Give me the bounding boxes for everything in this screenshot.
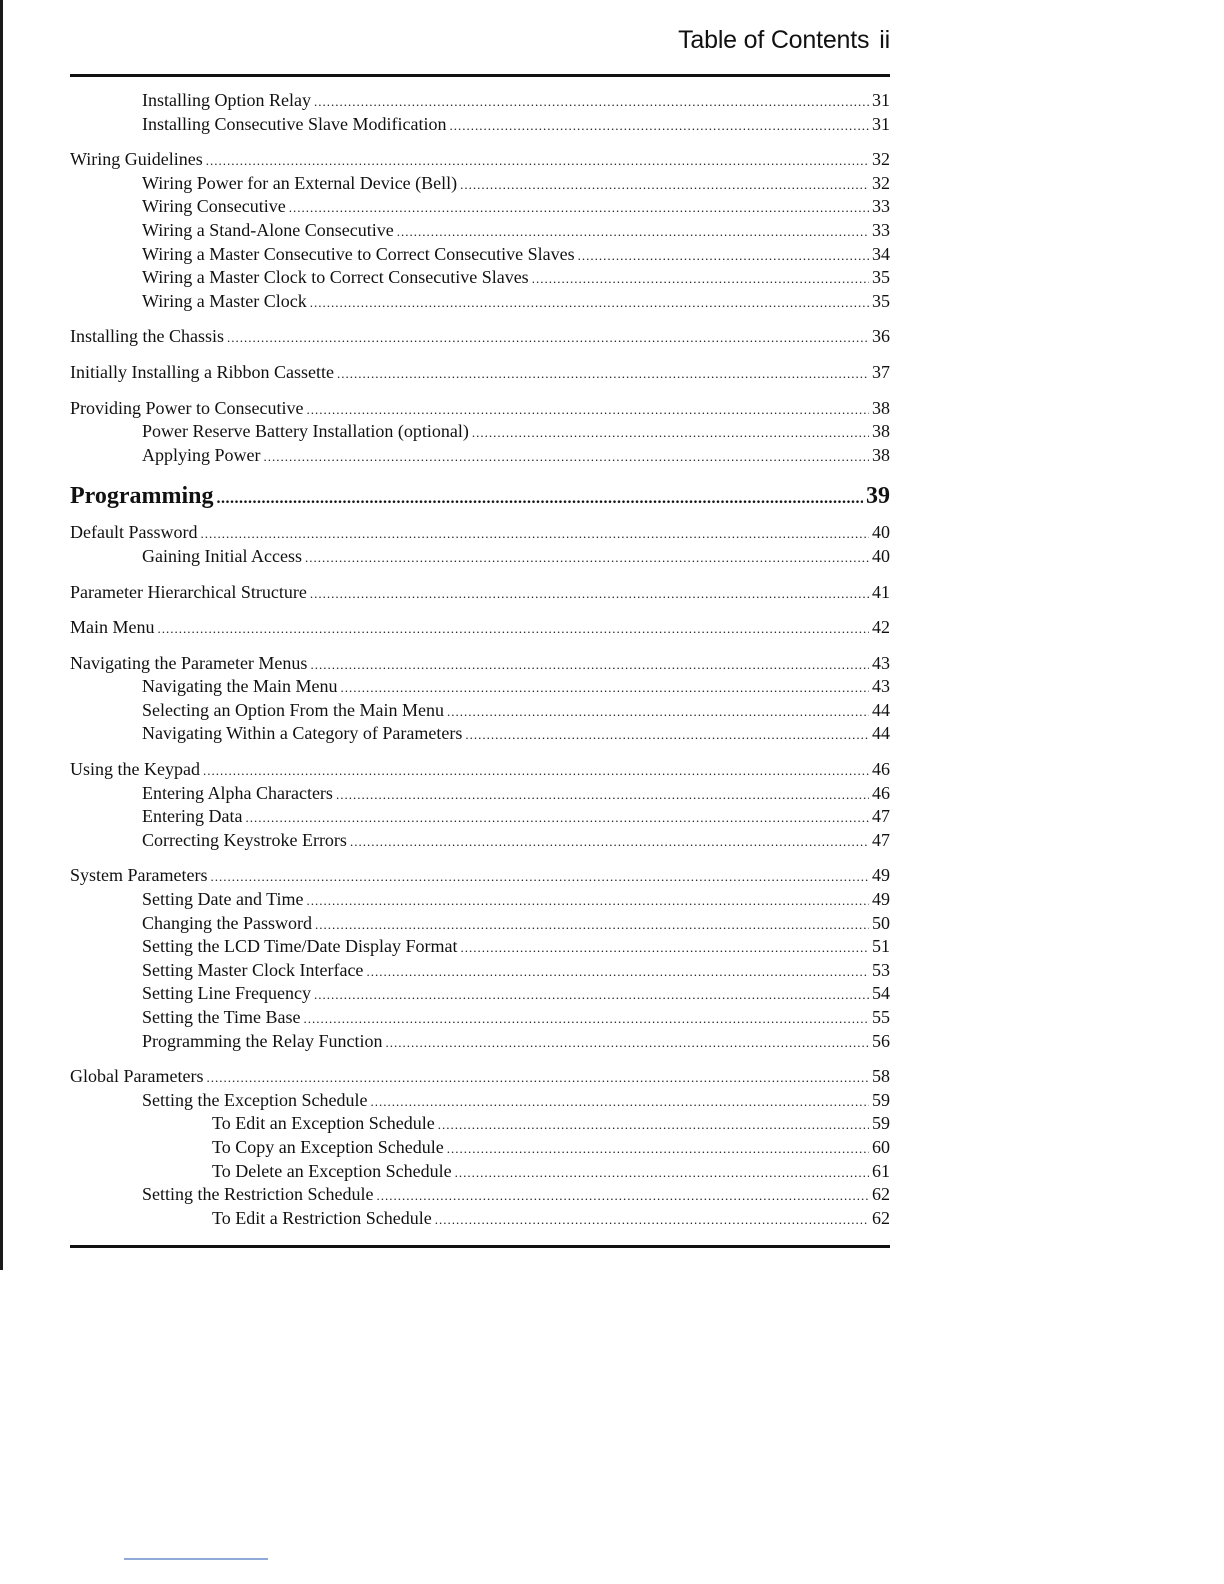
toc-entry-title: To Delete an Exception Schedule [212,1160,452,1181]
table-of-contents [70,89,890,1242]
toc-entry-page: 31 [872,113,890,134]
toc-entry-title: To Edit an Exception Schedule [212,1113,435,1134]
toc-entry-title: Setting Date and Time [142,889,304,910]
dot-leader [315,913,869,937]
header-rule [70,74,890,77]
toc-entry-page: 32 [872,149,890,170]
toc-entry[interactable] [70,195,890,219]
toc-entry[interactable] [70,420,890,444]
toc-entry[interactable] [70,219,890,243]
toc-entry-page: 42 [872,617,890,638]
toc-entry-page: 38 [872,444,890,465]
toc-entry-title: Wiring a Master Consecutive to Correct Consecutive Slaves [142,243,575,264]
dot-leader [385,1031,869,1055]
toc-entry[interactable] [70,397,890,421]
toc-entry-page: 40 [872,522,890,543]
toc-entry-title: Correcting Keystroke Errors [142,829,347,850]
toc-entry-title: Default Password [70,522,198,543]
toc-entry[interactable] [70,805,890,829]
dot-leader [264,445,870,469]
toc-group-ribbon-cassette [70,361,890,385]
toc-entry-title: Power Reserve Battery Installation (optional) [142,421,469,442]
dot-leader [370,1090,869,1114]
toc-entry-page: 49 [872,865,890,886]
toc-entry[interactable] [70,361,890,385]
toc-entry-title: Initially Installing a Ribbon Cassette [70,361,334,382]
toc-entry-title: Parameter Hierarchical Structure [70,581,307,602]
dot-leader [203,759,869,783]
toc-group-navigating [70,652,890,746]
toc-entry-title: Navigating Within a Category of Parameters [142,723,463,744]
toc-entry[interactable] [70,1030,890,1054]
toc-entry[interactable] [70,1065,890,1089]
toc-entry[interactable] [70,89,890,113]
page-header [678,26,890,55]
toc-entry-title: Wiring a Stand-Alone Consecutive [142,219,394,240]
toc-group-programming [70,479,890,513]
toc-entry-title: Gaining Initial Access [142,545,302,566]
toc-entry-title: Using the Keypad [70,759,200,780]
toc-entry-page: 56 [872,1030,890,1051]
toc-group-keypad [70,758,890,852]
toc-entry[interactable] [70,699,890,723]
toc-entry-page: 51 [872,936,890,957]
toc-entry-title: Selecting an Option From the Main Menu [142,699,444,720]
toc-entry[interactable] [70,1006,890,1030]
dot-leader [206,149,869,173]
toc-entry-page: 61 [872,1160,890,1181]
toc-entry[interactable] [70,266,890,290]
dot-leader [210,865,869,889]
dot-leader [337,362,869,386]
dot-leader [397,220,869,244]
toc-entry-title: Changing the Password [142,912,312,933]
dot-leader [314,983,869,1007]
toc-entry-page: 38 [872,421,890,442]
toc-entry-title: To Copy an Exception Schedule [212,1136,444,1157]
toc-entry-page: 40 [872,545,890,566]
toc-entry-page: 43 [872,652,890,673]
dot-leader [460,173,869,197]
toc-entry-page: 46 [872,759,890,780]
toc-entry-title: Main Menu [70,617,155,638]
toc-entry[interactable] [70,1183,890,1207]
toc-entry[interactable] [70,782,890,806]
toc-group-system-parameters [70,864,890,1053]
dot-leader [472,421,869,445]
dot-leader [304,1007,869,1031]
dot-leader [310,291,869,315]
toc-entry[interactable] [70,172,890,196]
toc-entry-page: 62 [872,1207,890,1228]
toc-entry[interactable] [70,722,890,746]
toc-entry-title: Wiring Guidelines [70,149,203,170]
dot-leader [376,1184,869,1208]
toc-entry-page: 60 [872,1136,890,1157]
toc-entry[interactable] [70,829,890,853]
toc-entry-page: 32 [872,172,890,193]
toc-entry[interactable] [70,243,890,267]
toc-group-power [70,397,890,468]
toc-entry-title: Programming the Relay Function [142,1030,383,1051]
toc-entry-title: To Edit a Restriction Schedule [212,1207,432,1228]
toc-group-main-menu [70,616,890,640]
toc-entry[interactable] [70,912,890,936]
toc-group-installation-options [70,89,890,136]
toc-entry-title: Entering Data [142,806,243,827]
toc-entry[interactable] [70,959,890,983]
toc-entry-title: Navigating the Main Menu [142,676,338,697]
toc-entry[interactable] [70,290,890,314]
toc-entry-title: Setting the Time Base [142,1007,301,1027]
toc-entry-title: Wiring a Master Clock [142,290,307,311]
dot-leader [532,267,869,291]
toc-entry-page: 47 [872,829,890,850]
dot-leader [350,830,869,854]
dot-leader [366,960,869,984]
toc-entry-page: 41 [872,581,890,602]
dot-leader [449,114,869,138]
dot-leader [461,936,870,960]
toc-entry[interactable] [70,521,890,545]
dot-leader [206,1066,869,1090]
dot-leader [340,676,869,700]
footer-accent-line [124,1558,268,1560]
toc-entry-page: 35 [872,290,890,311]
dot-leader [310,653,869,677]
toc-entry[interactable] [70,148,890,172]
dot-leader [200,522,869,546]
header-title: Table of Contents [678,26,870,54]
header-page-number: ii [879,26,890,54]
toc-entry[interactable] [70,864,890,888]
toc-entry-title: Navigating the Parameter Menus [70,652,308,673]
dot-leader [455,1161,869,1185]
toc-entry-page: 34 [872,243,890,264]
dot-leader [438,1113,869,1137]
toc-entry-title: Setting the LCD Time/Date Display Format [142,936,458,957]
toc-entry[interactable] [70,935,890,959]
dot-leader [245,806,869,830]
toc-entry-page: 46 [872,782,890,803]
toc-entry-page: 59 [872,1089,890,1110]
toc-entry[interactable] [70,675,890,699]
toc-entry-page: 50 [872,912,890,933]
toc-group-global-parameters [70,1065,890,1230]
dot-leader [336,783,869,807]
toc-chapter-entry[interactable] [70,479,890,513]
dot-leader [307,889,870,913]
dot-leader [217,482,863,516]
toc-group-default-password [70,521,890,568]
toc-group-parameter-structure [70,581,890,605]
toc-entry-title: Setting the Exception Schedule [142,1089,368,1110]
toc-entry-page: 38 [872,397,890,418]
toc-entry[interactable] [70,616,890,640]
toc-entry-title: Providing Power to Consecutive [70,397,304,418]
toc-chapter-title: Programming [70,483,214,510]
dot-leader [447,700,869,724]
toc-entry[interactable] [70,982,890,1006]
toc-entry-page: 55 [872,1007,890,1027]
toc-entry-page: 53 [872,959,890,980]
toc-entry-page: 33 [872,219,890,240]
toc-entry[interactable] [70,581,890,605]
dot-leader [314,90,869,114]
toc-chapter-page: 39 [866,483,890,510]
dot-leader [227,326,869,350]
toc-entry-page: 49 [872,889,890,910]
dot-leader [578,244,869,268]
toc-entry[interactable] [70,888,890,912]
dot-leader [310,582,869,606]
toc-entry-page: 59 [872,1113,890,1134]
toc-entry[interactable] [70,652,890,676]
toc-entry[interactable] [70,1136,890,1160]
toc-entry-title: Entering Alpha Characters [142,782,333,803]
toc-entry-page: 44 [872,699,890,720]
toc-entry[interactable] [70,1112,890,1136]
toc-entry-page: 47 [872,806,890,827]
toc-entry-page: 31 [872,90,890,110]
toc-entry-title: Installing Option Relay [142,90,311,110]
dot-leader [465,723,869,747]
toc-entry-title: Installing Consecutive Slave Modification [142,113,447,134]
toc-entry-title: Setting Line Frequency [142,983,311,1004]
toc-entry-page: 36 [872,326,890,347]
toc-entry-page: 35 [872,267,890,288]
toc-entry-title: Wiring Power for an External Device (Bell) [142,172,458,193]
toc-entry[interactable] [70,1089,890,1113]
dot-leader [447,1137,869,1161]
toc-entry[interactable] [70,444,890,468]
toc-entry-title: Wiring Consecutive [142,196,286,217]
toc-group-wiring-guidelines [70,148,890,313]
toc-entry-page: 54 [872,983,890,1004]
toc-entry-page: 43 [872,676,890,697]
dot-leader [305,546,869,570]
dot-leader [435,1208,869,1232]
toc-entry[interactable] [70,545,890,569]
toc-entry[interactable] [70,1207,890,1231]
toc-entry-title: Setting Master Clock Interface [142,959,364,980]
toc-entry-page: 33 [872,196,890,217]
toc-entry-title: System Parameters [70,865,208,886]
toc-entry-title: Applying Power [142,444,261,465]
toc-entry-page: 44 [872,723,890,744]
dot-leader [306,398,869,422]
toc-entry-page: 58 [872,1066,890,1087]
toc-entry-title: Installing the Chassis [70,326,224,347]
toc-entry-title: Wiring a Master Clock to Correct Consecutive Slaves [142,267,529,288]
toc-entry[interactable] [70,113,890,137]
toc-entry-page: 62 [872,1184,890,1205]
toc-entry-page: 37 [872,361,890,382]
footer-rule [70,1245,890,1248]
dot-leader [289,196,869,220]
toc-entry-title: Global Parameters [70,1066,204,1087]
dot-leader [158,617,870,641]
scan-edge [0,0,3,1270]
toc-entry-title: Setting the Restriction Schedule [142,1184,374,1205]
toc-entry[interactable] [70,1160,890,1184]
toc-entry[interactable] [70,758,890,782]
toc-entry[interactable] [70,325,890,349]
toc-group-chassis [70,325,890,349]
